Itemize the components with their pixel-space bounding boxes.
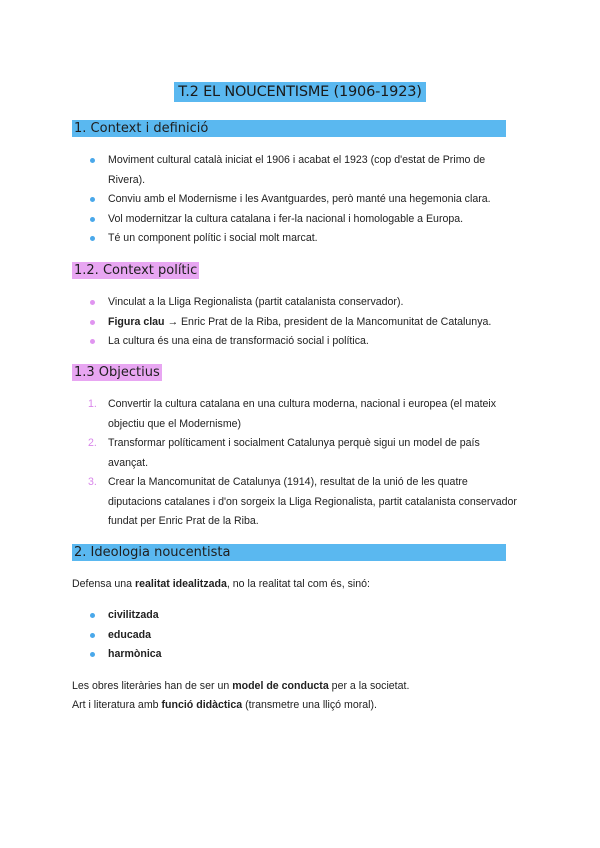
list-item: La cultura és una eina de transformació social i política.: [90, 332, 520, 352]
list-item: Figura clau → Enric Prat de la Riba, president de la Mancomunitat de Catalunya.: [90, 313, 520, 333]
ideology-intro: Defensa una realitat idealitzada, no la realitat tal com és, sinó:: [72, 578, 370, 590]
list-item: educada: [90, 626, 520, 646]
bullet-icon: [90, 339, 95, 344]
bullet-icon: [90, 197, 95, 202]
bullet-icon: [90, 158, 95, 163]
list-item: Vinculat a la Lliga Regionalista (partit catalanista conservador).: [90, 293, 520, 313]
section-heading-political: 1.2. Context polític: [74, 263, 198, 278]
section-heading-objectives: 1.3 Objectius: [74, 365, 160, 380]
section-heading-context: 1. Context i definició: [72, 120, 506, 137]
list-item: Conviu amb el Modernisme i les Avantguardes, però manté una hegemonia clara.: [90, 190, 520, 210]
bullet-icon: [90, 217, 95, 222]
bullet-icon: [90, 613, 95, 618]
bullet-icon: [90, 236, 95, 241]
conduct-model-line: Les obres literàries han de ser un model de conducta per a la societat.: [72, 680, 410, 692]
bullet-icon: [90, 633, 95, 638]
didactic-function-line: Art i literatura amb funció didàctica (transmetre una lliçó moral).: [72, 699, 377, 711]
ideology-paragraph: [72, 677, 532, 715]
list-item: 2. Transformar políticament i socialment Catalunya perquè sigui un model de país avançat.: [88, 437, 480, 469]
ideology-list: [90, 606, 520, 665]
list-item: civilitzada: [90, 606, 520, 626]
bullet-icon: [90, 652, 95, 657]
objectives-list: [90, 395, 520, 532]
list-item: 3. Crear la Mancomunitat de Catalunya (1914), resultat de la unió de les quatre diputacions catalanes i d'on sorgeix la Lliga Regionalista, partit catalanista conservador fundat per Enric Prat de la Riba.: [88, 476, 517, 527]
context-list: [90, 151, 520, 249]
section-heading-ideology: 2. Ideologia noucentista: [72, 544, 506, 561]
list-item: harmònica: [90, 645, 520, 665]
list-item: Vol modernitzar la cultura catalana i fer-la nacional i homologable a Europa.: [90, 210, 520, 230]
list-item: Moviment cultural català iniciat el 1906 i acabat el 1923 (cop d'estat de Primo de Rivera).: [90, 151, 520, 190]
page-title: T.2 EL NOUCENTISME (1906-1923): [174, 82, 425, 102]
list-item: Té un component polític i social molt marcat.: [90, 229, 520, 249]
list-item: 1. Convertir la cultura catalana en una cultura moderna, nacional i europea (el mateix objectiu que el Modernisme): [88, 398, 497, 430]
bullet-icon: [90, 300, 95, 305]
bullet-icon: [90, 320, 95, 325]
political-list: [90, 293, 520, 352]
